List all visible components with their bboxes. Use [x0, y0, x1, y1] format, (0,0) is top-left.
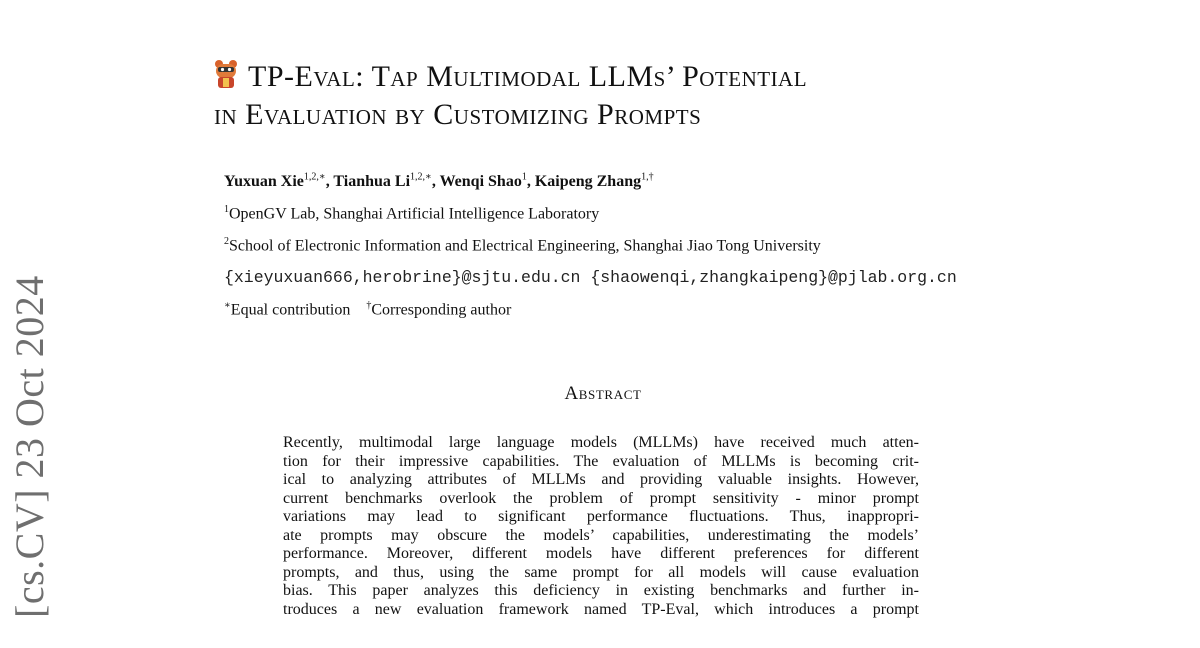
author: Yuxuan Xie$^{1,2,∗}$,	[224, 172, 334, 191]
abstract-line: variations may lead to significant performance fluctuations. Thus, inappropri-	[283, 508, 919, 525]
author: Wenqi Shao$^1$,	[439, 172, 535, 191]
abstract-line: current benchmarks overlook the problem of prompt sensitivity - minor prompt	[283, 489, 919, 507]
abstract-line: bias. This paper analyzes this deficiency in existing benchmarks and further in-	[283, 582, 919, 599]
abstract-line: Recently, multimodal large language models (MLLMs) have received much atten-	[283, 434, 919, 451]
abstract-line: performance. Moreover, different models have different preferences for different	[283, 545, 919, 562]
abstract-line: ical to analyzing attributes of MLLMs and providing valuable insights. However,	[283, 471, 919, 488]
abstract-line: ate prompts may obscure the models’ capabilities, underestimating the models’	[283, 526, 919, 544]
abstract-body	[283, 434, 919, 619]
corresponding-author-note: Corresponding author	[371, 301, 512, 319]
affiliation-1: $^1$OpenGV Lab, Shanghai Artificial Intelligence Laboratory	[224, 204, 600, 223]
abstract-heading: Abstract	[564, 383, 642, 404]
author-list	[224, 172, 654, 191]
author-notes: ∗Equal contribution †Corresponding author	[224, 300, 512, 319]
affiliation-2: $^2$School of Electronic Information and Electrical Engineering, Shanghai Jiao Tong University	[224, 236, 821, 255]
author: Tianhua $Li^{1,2,∗}$,	[333, 172, 440, 191]
author: Kaipeng Zhang$^{1,\dagger}$	[534, 172, 654, 191]
paper-title	[214, 58, 1114, 134]
title-line-2: in Evaluation by Customizing Prompts	[214, 98, 702, 131]
abstract-line: prompts, and thus, using the same prompt for all models will cause evaluation	[283, 563, 919, 581]
abstract-line: tion for their impressive capabilities. The evaluation of MLLMs is becoming crit-	[283, 452, 919, 470]
cartoon-mascot-icon	[214, 59, 238, 89]
title-line-1	[214, 58, 1114, 96]
author-emails: {xieyuxuan666,herobrine}@sjtu.edu.cn {shaowenqi,zhangkaipeng}@pjlab.org.cn	[224, 268, 957, 287]
title-line-1-text: TP-Eval: Tap Multimodal LLMs’ Potential	[248, 60, 808, 93]
arxiv-side-identifier: [cs.CV] 23 Oct 2024	[7, 275, 52, 618]
abstract-line: troduces a new evaluation framework named TP-Eval, which introduces a prompt	[283, 600, 919, 618]
equal-contribution-note: Equal contribution	[230, 301, 351, 319]
